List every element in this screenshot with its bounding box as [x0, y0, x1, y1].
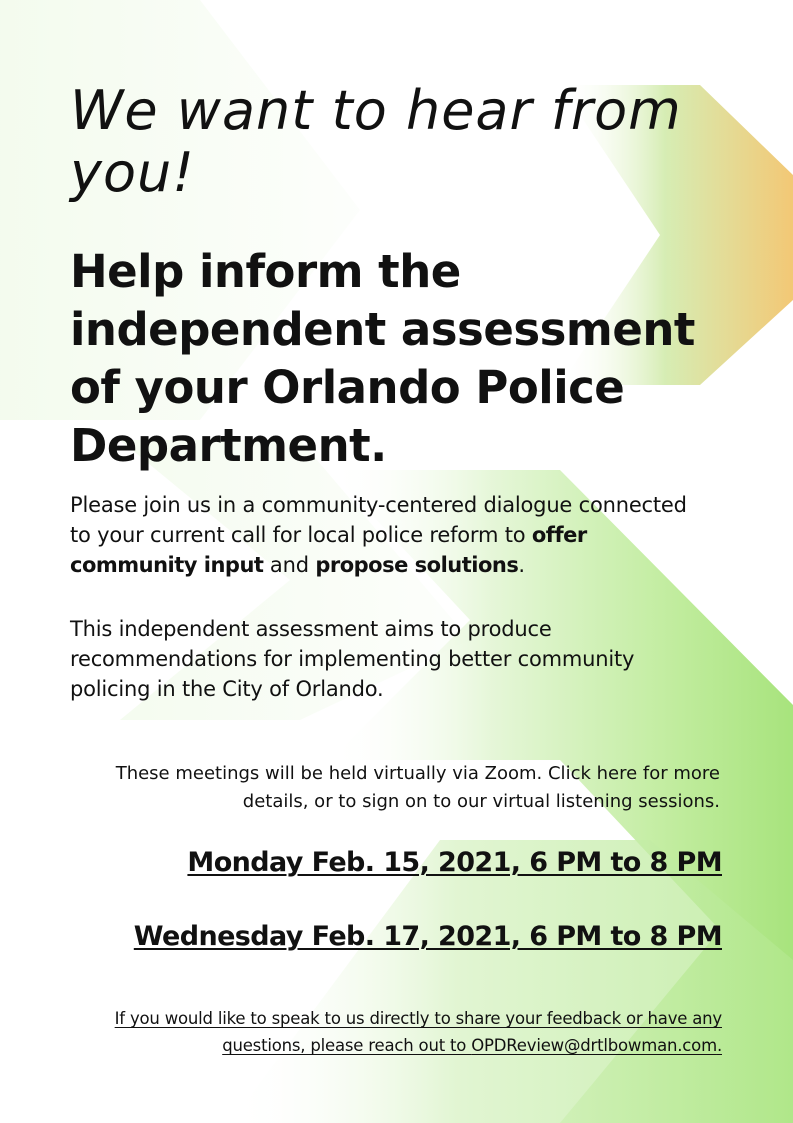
session-wednesday-link[interactable]: Wednesday Feb. 17, 2021, 6 PM to 8 PM: [133, 921, 722, 952]
intro-bold-community-input: offer community input: [70, 523, 587, 577]
intro-text-between: and: [263, 553, 316, 577]
contact-email-link[interactable]: OPDReview@drtlbowman.com: [471, 1036, 717, 1055]
intro-text-after: .: [518, 553, 525, 577]
contact-text: If you would like to speak to us directly to share your feedback or have any questions, please reach out to: [114, 1009, 722, 1055]
headline: We want to hear from you!: [70, 79, 682, 204]
session-monday-link[interactable]: Monday Feb. 15, 2021, 6 PM to 8 PM: [187, 847, 722, 878]
subhead: Help inform the independent assessment of your Orlando Police Department.: [70, 245, 695, 472]
intro-bold-propose-solutions: propose solutions: [315, 553, 519, 577]
assessment-paragraph: This independent assessment aims to produce recommendations for implementing better community policing in the City of Orlando.: [70, 617, 635, 701]
intro-text-before: Please join us in a community-centered dialogue connected to your current call for local police reform to: [70, 493, 687, 547]
intro-paragraph: [70, 490, 710, 580]
contact-text-after: .: [716, 1036, 722, 1055]
contact-note: [60, 1005, 722, 1059]
zoom-details-link[interactable]: These meetings will be held virtually via Zoom. Click here for more details, or to sign on to our virtual listening sessions.: [115, 763, 720, 812]
